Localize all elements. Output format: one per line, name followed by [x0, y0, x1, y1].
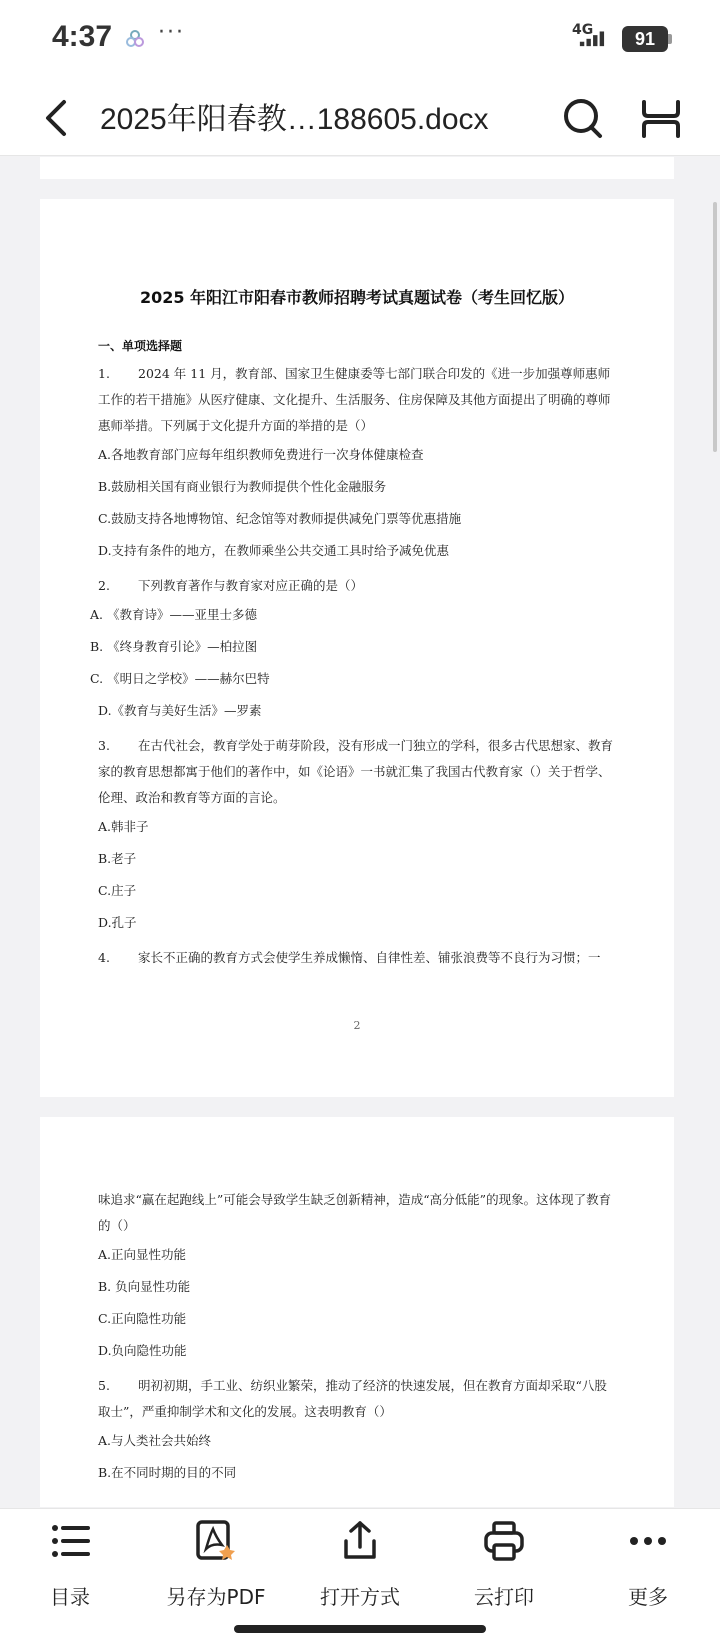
document-viewer[interactable]	[0, 157, 720, 1507]
battery-level: 91	[622, 26, 668, 52]
question-text	[98, 361, 618, 439]
document-title: 2025年阳春教…188605.docx	[100, 103, 489, 136]
answer-option: C. 《明日之学校》——赫尔巴特	[90, 671, 270, 686]
toolbar-cloud-print-button[interactable]	[434, 1519, 574, 1610]
search-icon	[558, 92, 608, 144]
battery-icon	[668, 34, 672, 44]
search-button[interactable]	[558, 92, 608, 144]
status-bar	[0, 0, 720, 80]
answer-option: D.《教育与美好生活》—罗素	[98, 703, 262, 718]
fullscreen-button[interactable]	[636, 92, 686, 144]
toolbar-open-with-button[interactable]	[290, 1519, 430, 1610]
toolbar-more-button[interactable]	[578, 1519, 718, 1610]
question-number: 3.	[98, 738, 110, 753]
toolbar-label: 目录	[50, 1585, 90, 1609]
question-body: 2024 年 11 月，教育部、国家卫生健康委等七部门联合印发的《进一步加强尊师惠师工作的若干措施》从医疗健康、文化提升、生活服务、住房保障及其他方面提出了明确的尊师惠师举措。下列属于文化提升方面的举措的是（）	[98, 366, 611, 433]
page-number: 2	[353, 1019, 361, 1032]
question-number: 2.	[98, 578, 110, 593]
document-page	[40, 1117, 674, 1507]
previous-page-edge	[40, 157, 674, 179]
question-body: 在古代社会，教育学处于萌芽阶段，没有形成一门独立的学科，很多古代思想家、教育家的教育思想都寓于他们的著作中，如《论语》一书就汇集了我国古代教育家（）关于哲学、伦理、政治和教育等方面的言论。	[98, 738, 614, 805]
back-button[interactable]	[40, 92, 80, 144]
answer-option: D.负向隐性功能	[98, 1343, 187, 1358]
fullscreen-icon	[636, 92, 686, 144]
answer-option: B.老子	[98, 851, 137, 866]
question-number: 4.	[98, 950, 110, 965]
back-arrow-icon	[40, 92, 80, 144]
question-text	[98, 573, 618, 599]
question-body: 味追求“赢在起跑线上”可能会导致学生缺乏创新精神，造成“高分低能”的现象。这体现了教育的（）	[98, 1192, 612, 1233]
answer-option: D.孔子	[98, 915, 137, 930]
question-text	[98, 733, 618, 811]
question-body: 下列教育著作与教育家对应正确的是（）	[138, 578, 364, 593]
toolbar-label: 云打印	[474, 1585, 534, 1609]
app-notification-icon	[124, 28, 146, 55]
answer-option: B. 《终身教育引论》—柏拉图	[90, 639, 258, 654]
paragraph-text	[98, 1187, 618, 1239]
answer-option: B. 负向显性功能	[98, 1279, 191, 1294]
document-heading: 2025 年阳江市阳春市教师招聘考试真题试卷（考生回忆版）	[139, 288, 575, 307]
answer-option: A. 《教育诗》——亚里士多德	[90, 607, 257, 622]
answer-option: B.鼓励相关国有商业银行为教师提供个性化金融服务	[98, 479, 387, 494]
bottom-toolbar	[0, 1508, 720, 1640]
scrollbar[interactable]	[713, 202, 717, 452]
answer-option: A.韩非子	[98, 819, 149, 834]
network-type: 4G	[572, 22, 594, 38]
section-title: 一、单项选择题	[98, 339, 183, 353]
question-number: 5.	[98, 1378, 110, 1393]
answer-option: C.庄子	[98, 883, 137, 898]
answer-option: B.在不同时期的目的不同	[98, 1465, 237, 1480]
home-indicator[interactable]	[234, 1625, 486, 1633]
question-body: 家长不正确的教育方式会使学生养成懒惰、自律性差、铺张浪费等不良行为习惯；一	[138, 950, 601, 965]
status-more-dots: ···	[158, 20, 185, 45]
answer-option: A.正向显性功能	[98, 1247, 187, 1262]
status-time: 4:37	[52, 20, 113, 53]
answer-option: D.支持有条件的地方，在教师乘坐公共交通工具时给予减免优惠	[98, 543, 450, 558]
toolbar-label: 打开方式	[320, 1585, 400, 1609]
question-number: 1.	[98, 366, 110, 381]
toolbar-label: 另存为PDF	[166, 1585, 266, 1609]
printer-icon	[482, 1519, 526, 1563]
toolbar-label: 更多	[628, 1585, 668, 1609]
title-bar	[0, 80, 720, 156]
question-text	[98, 945, 618, 971]
signal-icon	[574, 30, 618, 52]
document-page	[40, 199, 674, 1097]
answer-option: A.与人类社会共始终	[98, 1433, 212, 1448]
more-icon	[626, 1519, 670, 1563]
answer-option: A.各地教育部门应每年组织教师免费进行一次身体健康检查	[98, 447, 424, 462]
question-body: 明初初期，手工业、纺织业繁荣，推动了经济的快速发展，但在教育方面却采取“八股取士”，严重抑制学术和文化的发展。这表明教育（）	[98, 1378, 607, 1419]
list-icon	[48, 1519, 92, 1563]
answer-option: C.正向隐性功能	[98, 1311, 187, 1326]
question-text	[98, 1373, 618, 1425]
share-icon	[338, 1519, 382, 1563]
pdf-icon	[194, 1519, 238, 1563]
toolbar-contents-button[interactable]	[0, 1519, 140, 1610]
toolbar-save-pdf-button[interactable]	[146, 1519, 286, 1610]
answer-option: C.鼓励支持各地博物馆、纪念馆等对教师提供减免门票等优惠措施	[98, 511, 462, 526]
